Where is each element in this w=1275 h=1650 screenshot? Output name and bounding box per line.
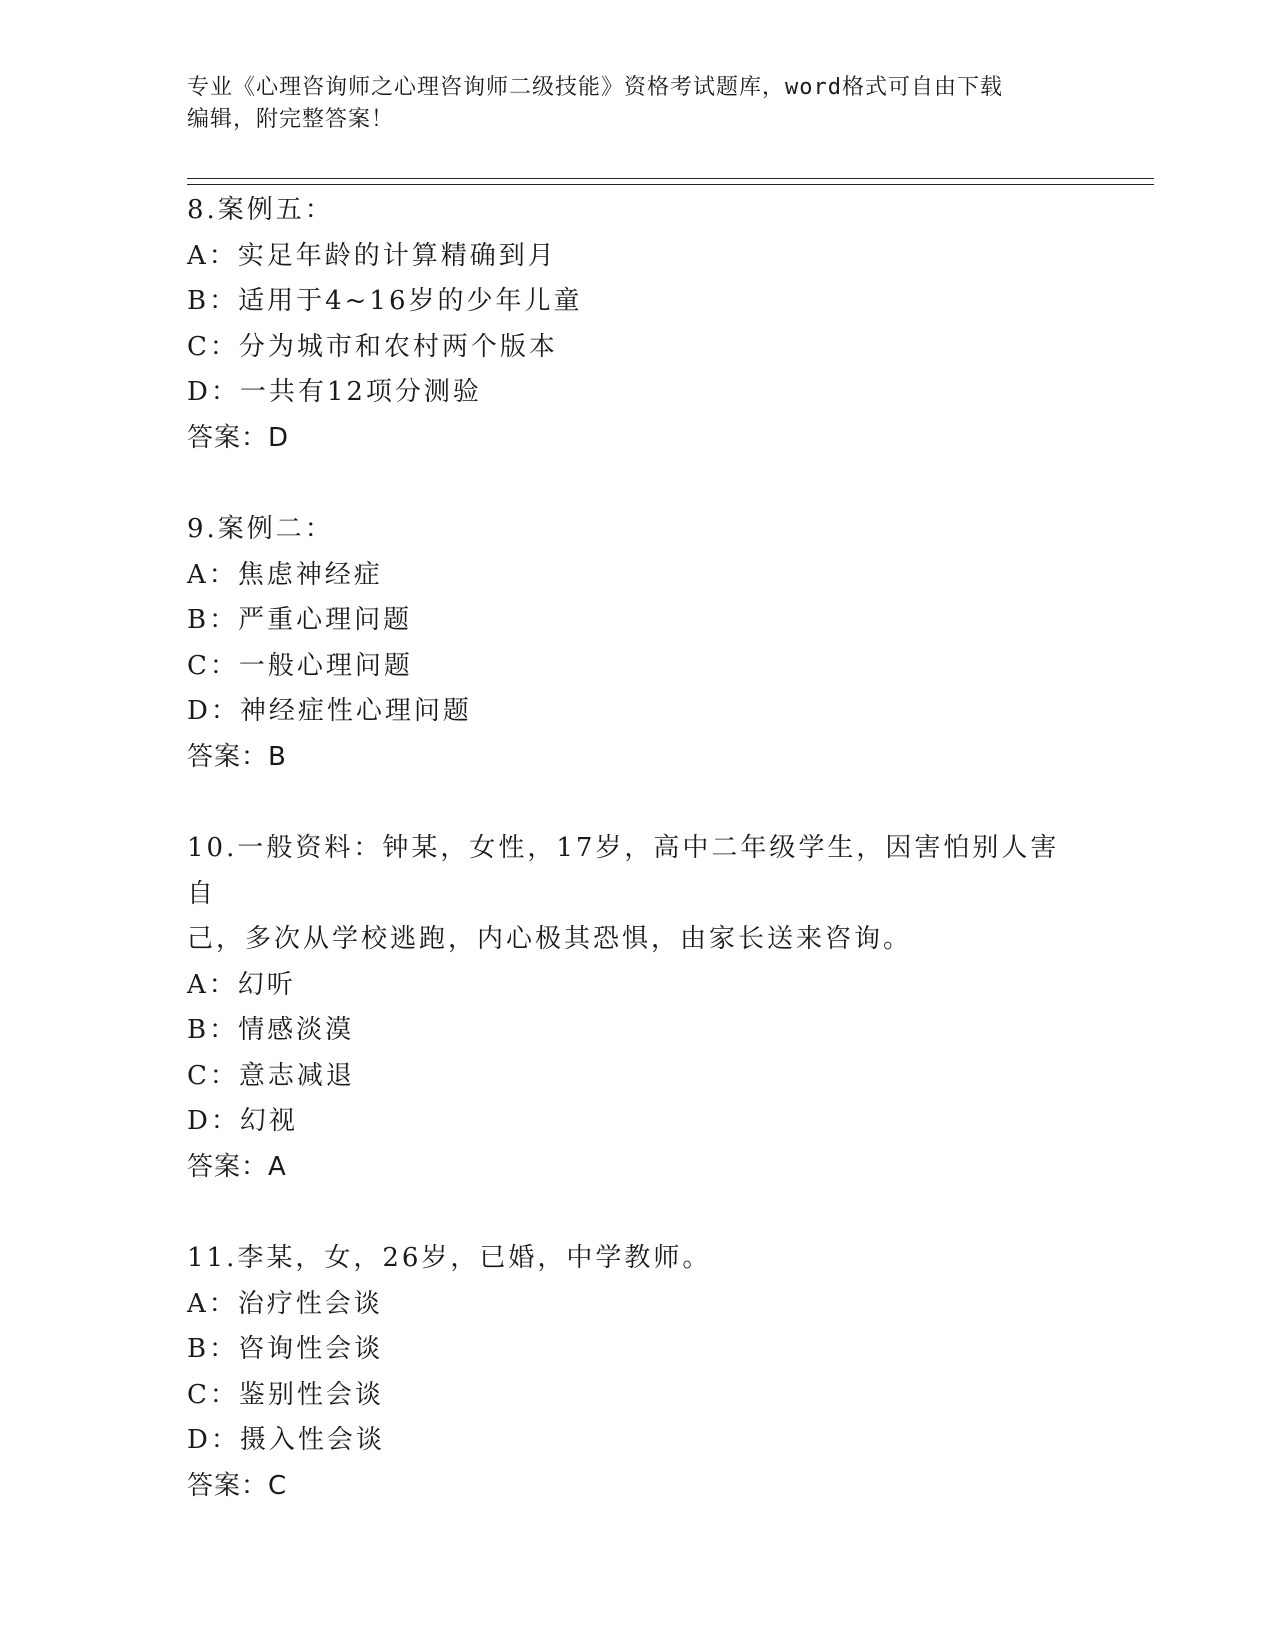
option-a: A：治疗性会谈 — [187, 1288, 383, 1319]
question-10 — [187, 826, 1087, 1190]
option-d: D：一共有12项分测验 — [187, 377, 482, 407]
question-list — [187, 188, 1087, 1555]
document-header — [187, 72, 1067, 136]
question-stem: 9.案例二： — [187, 514, 334, 544]
option-a: A：焦虑神经症 — [187, 559, 383, 590]
option-c: C：一般心理问题 — [187, 650, 413, 681]
header-divider-top — [187, 178, 1154, 179]
question-9 — [187, 507, 1087, 780]
question-stem: 11.李某，女，26岁，已婚，中学教师。 — [187, 1243, 712, 1273]
option-a: A：幻听 — [187, 969, 296, 1000]
option-a: A：实足年龄的计算精确到月 — [187, 240, 557, 271]
option-c: C：意志减退 — [187, 1060, 355, 1091]
answer-line: 答案：C — [187, 1470, 288, 1501]
question-11 — [187, 1236, 1087, 1509]
question-8 — [187, 188, 1087, 461]
option-c: C：分为城市和农村两个版本 — [187, 331, 558, 362]
question-stem-line-1: 10.一般资料：钟某，女性，17岁，高中二年级学生，因害怕别人害自 — [187, 833, 1060, 909]
question-stem-line-2: 己，多次从学校逃跑，内心极其恐惧，由家长送来咨询。 — [187, 924, 913, 954]
header-line-2: 编辑，附完整答案！ — [187, 107, 395, 132]
answer-line: 答案：B — [187, 741, 287, 772]
option-b: B：适用于4~16岁的少年儿童 — [187, 286, 583, 316]
header-line-1: 专业《心理咨询师之心理咨询师二级技能》资格考试题库，word格式可自由下载 — [187, 75, 1003, 100]
answer-line: 答案：D — [187, 422, 290, 453]
option-d: D：幻视 — [187, 1106, 298, 1136]
question-stem: 8.案例五： — [187, 195, 334, 225]
option-d: D：神经症性心理问题 — [187, 696, 472, 726]
option-b: B：情感淡漠 — [187, 1015, 355, 1045]
option-d: D：摄入性会谈 — [187, 1425, 385, 1455]
option-b: B：咨询性会谈 — [187, 1334, 384, 1364]
option-b: B：严重心理问题 — [187, 605, 413, 635]
answer-line: 答案：A — [187, 1151, 287, 1182]
header-divider-bottom — [187, 184, 1154, 185]
option-c: C：鉴别性会谈 — [187, 1379, 384, 1410]
